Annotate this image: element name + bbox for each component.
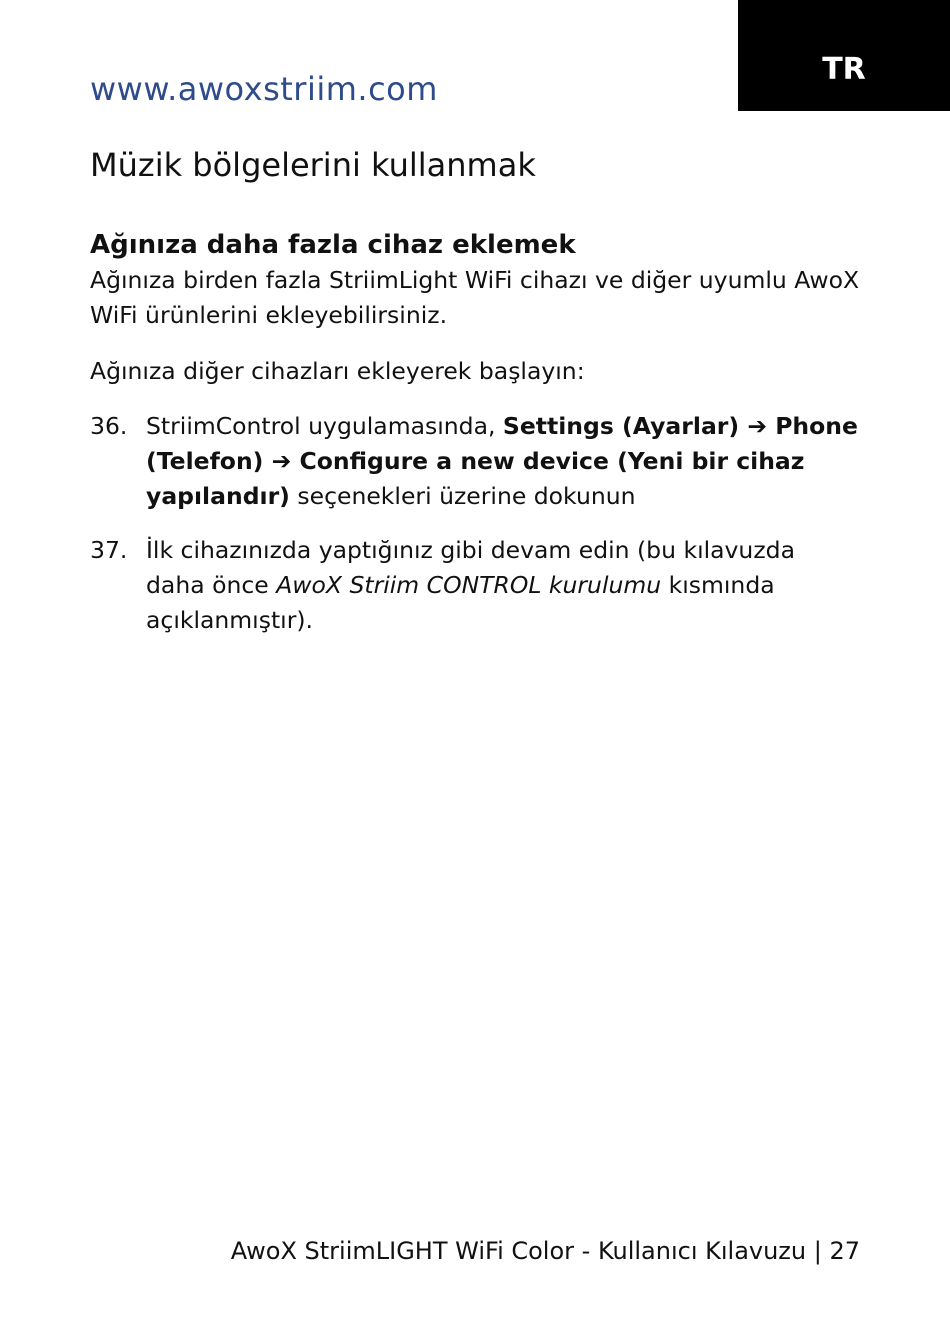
list-item	[90, 533, 860, 638]
page-footer: AwoX StriimLIGHT WiFi Color - Kullanıcı Kılavuzu | 27	[230, 1237, 860, 1265]
step-text-bold: Settings (Ayarlar)	[502, 412, 740, 440]
language-tab	[738, 0, 950, 111]
intro-paragraph: Ağınıza birden fazla StriimLight WiFi cihazı ve diğer uyumlu AwoX WiFi ürünlerini ekleyebilirsiniz.	[90, 266, 860, 329]
section-heading: Ağınıza daha fazla cihaz eklemek	[90, 230, 576, 260]
step-text	[146, 409, 860, 514]
step-text-bold: Configure a new device (Yeni bir cihaz yapılandır)	[146, 447, 805, 510]
page-title: Müzik bölgelerini kullanmak	[90, 146, 536, 184]
steps-list	[90, 409, 860, 638]
step-text-plain: seçenekleri üzerine dokunun	[289, 482, 636, 510]
step-text-bold: Phone (Telefon)	[146, 412, 858, 475]
step-text	[146, 533, 860, 638]
main-content	[90, 228, 860, 657]
lead-paragraph: Ağınıza diğer cihazları ekleyerek başlayın:	[90, 357, 585, 385]
step-text-plain: StriimControl uygulamasında,	[146, 412, 503, 440]
language-code: TR	[822, 52, 866, 87]
step-text-plain: kısmında açıklanmıştır).	[146, 571, 775, 634]
step-number: 36.	[90, 412, 128, 440]
website-url: www.awoxstriim.com	[90, 70, 438, 108]
step-text-plain: İlk cihazınızda yaptığınız gibi devam edin (bu kılavuzda daha önce	[146, 536, 795, 599]
step-number: 37.	[90, 536, 128, 564]
arrow-right-icon: ➔	[739, 412, 776, 440]
step-text-italic: AwoX Striim CONTROL kurulumu	[276, 571, 662, 599]
arrow-right-icon: ➔	[263, 447, 300, 475]
list-item	[90, 409, 860, 514]
